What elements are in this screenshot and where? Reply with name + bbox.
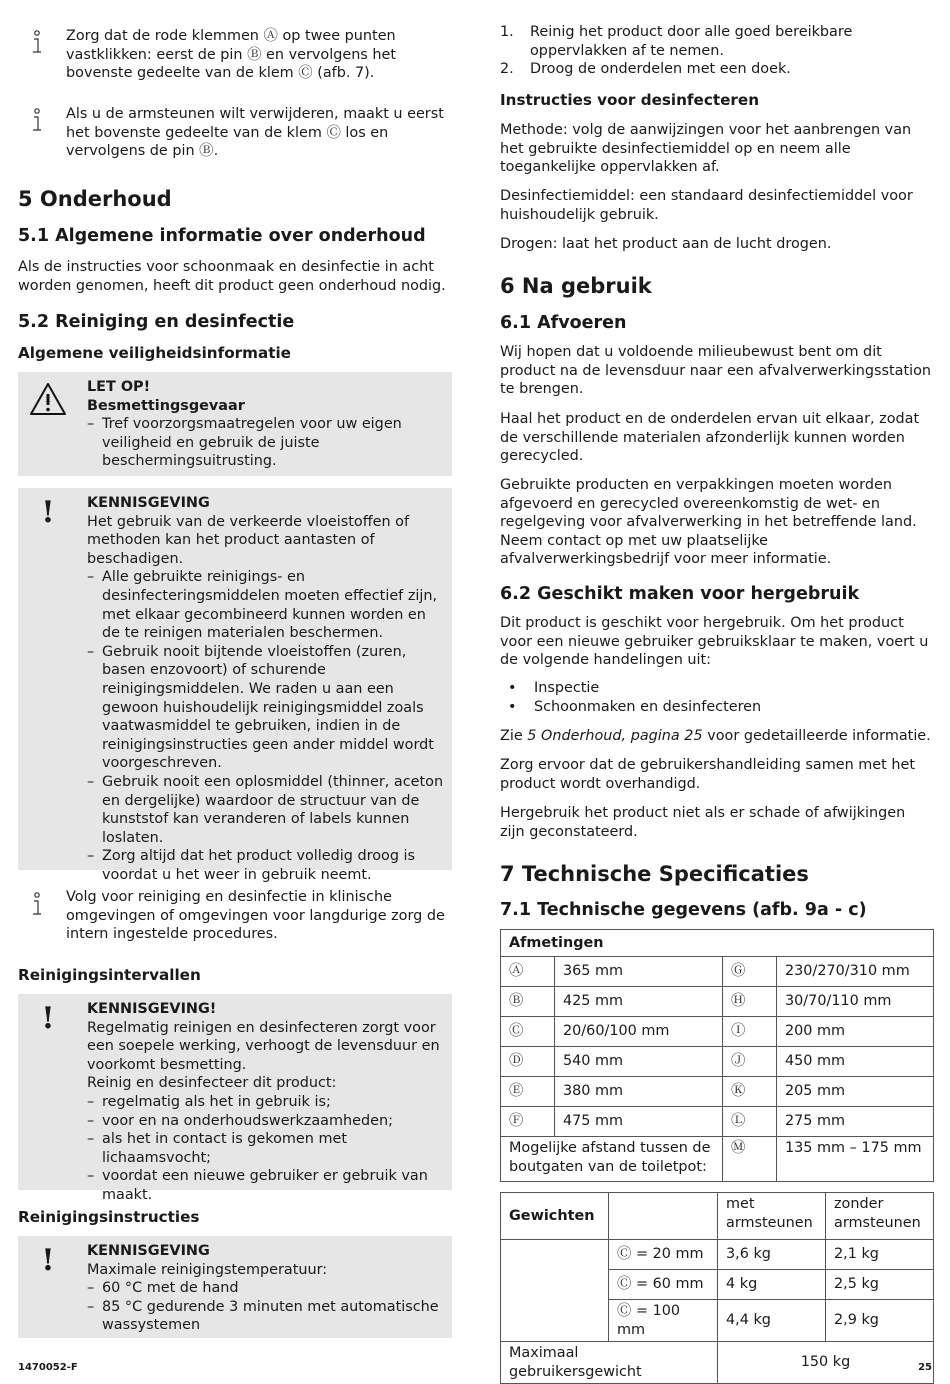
notice-title: KENNISGEVING (87, 495, 210, 511)
warning-item: – Tref voorzorgsmaatregelen voor uw eigen veiligheid en gebruik de juiste beschermingsuitrusting. (87, 415, 447, 471)
warning-triangle-icon (28, 382, 68, 422)
paragraph-5-1: Als de instructies voor schoonmaak en desinfectie in acht worden genomen, heeft dit product geen onderhoud nodig. (18, 259, 446, 294)
cross-reference-link[interactable]: 5 Onderhoud, pagina 25 (527, 728, 703, 744)
list-item: • Inspectie (500, 679, 934, 698)
paragraph-6-2a: Dit product is geschikt voor hergebruik. Om het product voor een nieuwe gebruiker gebruiksklaar te maken, voert u de volgende handelingen uit: (500, 615, 929, 669)
exclamation-icon: ! (41, 1243, 55, 1278)
notice-item: – Gebruik nooit een oplosmiddel (thinner, aceton en dergelijke) waardoor de structuur van de kunststof kan veranderen of labels kunnen loslaten. (87, 773, 447, 847)
notice-item: – 85 °C gedurende 3 minuten met automatische wassystemen (87, 1298, 447, 1335)
notice-item: – regelmatig als het in gebruik is; (87, 1093, 447, 1112)
note-clinical: Volg voor reiniging en desinfectie in klinische omgevingen of omgevingen voor langdurige zorg de intern ingestelde procedures. (66, 889, 445, 943)
notice-text: Maximale reinigingstemperatuur: (87, 1261, 328, 1278)
list-item: 2. Droog de onderdelen met een doek. (500, 61, 791, 78)
heading-instructions: Reinigingsinstructies (18, 1208, 200, 1226)
table-title: Afmetingen (501, 930, 934, 957)
heading-7: 7 Technische Specificaties (500, 862, 809, 886)
paragraph-6-1a: Wij hopen dat u voldoende milieubewust bent om dit product na de levensduur naar een afvalverwerkingsstation te brengen. (500, 344, 932, 398)
notice-item: – 60 °C met de hand (87, 1279, 447, 1298)
table-row: Maximaal gebruikersgewicht 150 kg (501, 1342, 934, 1384)
heading-5-2: 5.2 Reiniging en desinfectie (18, 312, 295, 332)
heading-6: 6 Na gebruik (500, 274, 652, 298)
notice-text: Het gebruik van de verkeerde vloeistoffen of methoden kan het product aantasten of beschadigen. (87, 513, 410, 567)
table-header-row: Gewichten met armsteunen zonder armsteunen (501, 1193, 934, 1240)
heading-5-1: 5.1 Algemene informatie over onderhoud (18, 226, 426, 246)
list-item: 1. Reinig het product door alle goed bereikbare oppervlakken af te nemen. (500, 24, 853, 59)
paragraph-agent: Desinfectiemiddel: een standaard desinfectiemiddel voor huishoudelijk gebruik. (500, 188, 913, 223)
notice-item: – Alle gebruikte reinigings- en desinfecteringsmiddelen moeten effectief zijn, met elkaar gecombineerd kunnen worden en de te reinigen materialen beschermen. (87, 568, 447, 642)
page-number: 25 (918, 1362, 932, 1373)
heading-safety: Algemene veiligheidsinformatie (18, 344, 291, 362)
heading-6-1: 6.1 Afvoeren (500, 313, 627, 333)
notice-item: – voordat een nieuwe gebruiker er gebruik van maakt. (87, 1167, 447, 1204)
paragraph-6-2d: Hergebruik het product niet als er schade of afwijkingen zijn geconstateerd. (500, 805, 906, 840)
info-icon (30, 108, 44, 134)
notice-box-intervals (18, 994, 452, 1203)
table-row: Ⓒ = 20 mm 3,6 kg 2,1 kg (501, 1240, 934, 1270)
info-icon (30, 30, 44, 56)
info-icon (30, 892, 44, 918)
heading-5: 5 Onderhoud (18, 187, 172, 211)
table-row: Ⓒ = 100 mm 4,4 kg 2,9 kg (501, 1300, 934, 1342)
notice-text: Reinig en desinfecteer dit product: (87, 1075, 337, 1092)
note-armrests: Als u de armsteunen wilt verwijderen, maakt u eerst het bovenste gedeelte van de klem Ⓒ los en vervolgens de pin Ⓑ. (66, 106, 444, 160)
document-code: 1470052-F (18, 1362, 78, 1373)
cleaning-steps (500, 23, 934, 79)
heading-disinfect: Instructies voor desinfecteren (500, 91, 760, 109)
reuse-list (500, 679, 934, 716)
exclamation-icon: ! (41, 495, 55, 530)
table-row: Ⓓ 540 mm Ⓙ 450 mm (501, 1047, 934, 1077)
table-row: Mogelijke afstand tussen de boutgaten van de toiletpot: Ⓜ 135 mm – 175 mm (501, 1137, 934, 1182)
notice-title: KENNISGEVING! (87, 1001, 217, 1017)
table-row: Ⓐ 365 mm Ⓖ 230/270/310 mm (501, 957, 934, 987)
weights-table (500, 1192, 934, 1384)
warning-title: LET OP! (87, 379, 151, 395)
notice-text: Regelmatig reinigen en desinfecteren zorgt voor een soepele werking, verhoogt de levensduur en voorkomt besmetting. (87, 1019, 440, 1073)
paragraph-dry: Drogen: laat het product aan de lucht drogen. (500, 236, 832, 252)
exclamation-icon: ! (41, 1001, 55, 1036)
table-row: Ⓑ 425 mm Ⓗ 30/70/110 mm (501, 987, 934, 1017)
notice-box-fluids (18, 488, 452, 883)
notice-box-temperature (18, 1236, 452, 1338)
paragraph-6-1b: Haal het product en de onderdelen ervan uit elkaar, zodat de verschillende materialen afzonderlijk kunnen worden gerecycled. (500, 411, 920, 465)
table-row: Ⓕ 475 mm Ⓛ 275 mm (501, 1107, 934, 1137)
list-item: • Schoonmaken en desinfecteren (500, 698, 934, 717)
heading-7-1: 7.1 Technische gegevens (afb. 9a - c) (500, 900, 867, 920)
table-row: Ⓒ 20/60/100 mm Ⓘ 200 mm (501, 1017, 934, 1047)
paragraph-6-1c: Gebruikte producten en verpakkingen moeten worden afgevoerd en gerecycled overeenkomstig de wet- en regelgeving voor afvalverwerking in het betreffende land. Neem contact op met uw plaatselijke afvalverwerkingsbedrijf voor meer informatie. (500, 477, 917, 568)
warning-box (18, 372, 452, 476)
paragraph-method: Methode: volg de aanwijzingen voor het aanbrengen van het gebruikte desinfectiemiddel op en neem alle toegankelijke oppervlakken af. (500, 122, 912, 176)
warning-subtitle: Besmettingsgevaar (87, 397, 245, 414)
paragraph-6-2b: Zie 5 Onderhoud, pagina 25 voor gedetailleerde informatie. (500, 728, 931, 744)
dimensions-table (500, 929, 934, 1182)
table-row: Ⓔ 380 mm Ⓚ 205 mm (501, 1077, 934, 1107)
note-clamps: Zorg dat de rode klemmen Ⓐ op twee punten vastklikken: eerst de pin Ⓑ en vervolgens het bovenste gedeelte van de klem Ⓒ (afb. 7). (66, 28, 397, 82)
table-header-row (501, 930, 934, 957)
notice-item: – Gebruik nooit bijtende vloeistoffen (zuren, basen enzovoort) of schurende reinigingsmiddelen. We raden u aan een gewoon huishoudelijk reinigingsmiddel zoals vaatwasmiddel te gebruiken, indien in de reinigingsinstructies geen ander middel wordt voorgeschreven. (87, 643, 447, 773)
heading-intervals: Reinigingsintervallen (18, 966, 201, 984)
notice-item: – als het in contact is gekomen met lichaamsvocht; (87, 1130, 447, 1167)
table-row: Ⓒ = 60 mm 4 kg 2,5 kg (501, 1270, 934, 1300)
notice-item: – voor en na onderhoudswerkzaamheden; (87, 1112, 447, 1131)
notice-title: KENNISGEVING (87, 1243, 210, 1259)
notice-item: – Zorg altijd dat het product volledig droog is voordat u het weer in gebruik neemt. (87, 847, 447, 884)
paragraph-6-2c: Zorg ervoor dat de gebruikershandleiding samen met het product wordt overhandigd. (500, 757, 915, 792)
heading-6-2: 6.2 Geschikt maken voor hergebruik (500, 584, 860, 604)
